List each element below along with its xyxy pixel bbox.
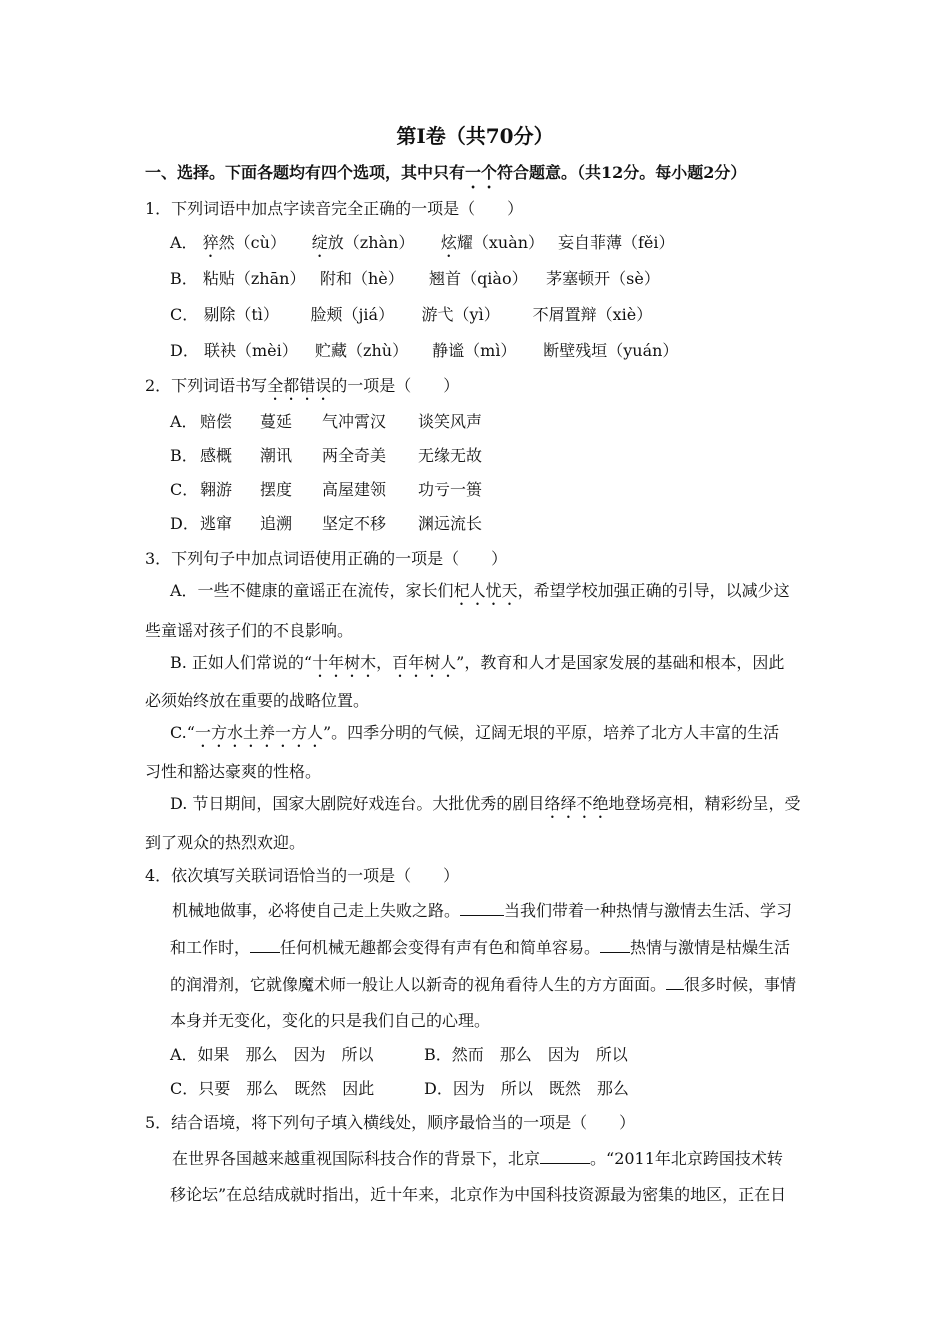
emphasized-text: 绽 [311, 233, 328, 252]
emphasized-text: 杞人忧天 [453, 581, 518, 600]
q1-option-d[interactable]: D． 联袂（mèi） 贮藏（zhù） 静谧（mì） 断壁残垣（yuán） [170, 341, 679, 360]
question-5-stem: 5．结合语境，将下列句子填入横线处，顺序最恰当的一项是（ ） [145, 1113, 636, 1132]
q4-passage-line1: 机械地做事，必将使自己走上失败之路。 当我们带着一种热情与激情去生活、学习 [172, 901, 793, 920]
q4-blank-4[interactable] [666, 973, 684, 990]
q2-option-c[interactable]: C． 翱游 摆度 高屋建领 功亏一篑 [170, 480, 483, 499]
q3-option-c-line2: 习性和豁达豪爽的性格。 [145, 762, 322, 781]
q4-passage-line2: 和工作时， 任何机械无趣都会变得有声有色和简单容易。 热情与激情是枯燥生活 [170, 938, 791, 957]
q4-option-b[interactable]: B．然而 那么 因为 所以 [424, 1045, 628, 1064]
q1-option-b[interactable]: B． 粘贴（zhān） 附和（hè） 翘首（qiào） 茅塞顿开（sè） [170, 269, 660, 288]
q1-option-c[interactable]: C． 剔除（tì） 脸颊（jiá） 游弋（yì） 不屑置辩（xiè） [170, 305, 653, 324]
emphasized-text: 十年树木，百年树人 [312, 653, 457, 672]
q2-option-d[interactable]: D．逃窜 追溯 坚定不移 渊远流长 [170, 514, 483, 533]
page-title: 第Ⅰ卷（共70分） [396, 124, 554, 148]
section-heading-dotted: 一个 [465, 163, 498, 182]
q4-blank-3[interactable] [600, 936, 630, 953]
q4-option-c[interactable]: C．只要 那么 既然 因此 [170, 1079, 375, 1098]
q3-option-d-line2: 到了观众的热烈欢迎。 [145, 833, 306, 852]
section-heading-post: 符合题意。（共12分。每小题2分） [497, 163, 747, 182]
question-4-stem: 4．依次填写关联词语恰当的一项是（ ） [145, 866, 460, 885]
q1-option-a[interactable]: A． 猝然（cù） 绽放（zhàn） 炫耀（xuàn） 妄自菲薄（fěi） [170, 233, 675, 252]
question-3-stem: 3．下列句子中加点词语使用正确的一项是（ ） [145, 549, 508, 568]
q4-blank-2[interactable] [250, 936, 280, 953]
emphasized-text: 全都 [267, 376, 300, 395]
emphasized-text: 错误 [299, 376, 332, 395]
emphasized-text: 炫 [440, 233, 457, 252]
section-heading [145, 162, 746, 192]
q2-option-b[interactable]: B． 感概 潮讯 两全奇美 无缘无故 [170, 446, 483, 465]
section-heading-pre: 一、选择。下面各题均有四个选项，其中只有 [145, 163, 466, 182]
q5-passage-line1: 在世界各国越来越重视国际科技合作的背景下，北京 。“2011年北京跨国技术转 [172, 1149, 783, 1168]
q4-option-a[interactable]: A．如果 那么 因为 所以 [170, 1045, 374, 1064]
q3-option-a-line2: 些童谣对孩子们的不良影响。 [145, 621, 354, 640]
q4-option-d[interactable]: D．因为 所以 既然 那么 [424, 1079, 629, 1098]
q5-passage-line2: 移论坛”在总结成就时指出，近十年来，北京作为中国科技资源最为密集的地区，正在日 [170, 1185, 787, 1204]
question-2-stem: 2．下列词语书写全都错误的一项是（ ） [145, 376, 460, 395]
emphasized-text: 一方水土养一方人 [194, 723, 323, 742]
q4-passage-line3: 的润滑剂，它就像魔术师一般让人以新奇的视角看待人生的方方面面。 很多时候，事情 [170, 975, 797, 994]
q3-option-b-line2: 必须始终放在重要的战略位置。 [145, 691, 370, 710]
q4-blank-1[interactable] [460, 899, 504, 916]
q4-passage-line4: 本身并无变化，变化的只是我们自己的心理。 [170, 1011, 491, 1030]
q3-option-d-line1[interactable]: D. 节日期间，国家大剧院好戏连台。大批优秀的剧目络绎不绝地登场亮相，精彩纷呈，受 [170, 794, 801, 813]
q3-option-c-line1[interactable]: C.“一方水土养一方人”。四季分明的气候，辽阔无垠的平原，培养了北方人丰富的生活 [170, 723, 780, 742]
q5-blank[interactable] [540, 1147, 590, 1164]
q3-option-a-line1[interactable]: A．一些不健康的童谣正在流传，家长们杞人忧天，希望学校加强正确的引导，以减少这 [170, 581, 790, 600]
question-1-stem: 1．下列词语中加点字读音完全正确的一项是（ ） [145, 199, 524, 218]
emphasized-text: 络绎不绝 [544, 794, 609, 813]
emphasized-text: 猝 [202, 233, 219, 252]
q3-option-b-line1[interactable]: B. 正如人们常说的“十年树木，百年树人”，教育和人才是国家发展的基础和根本，因此 [170, 653, 785, 672]
q2-option-a[interactable]: A． 赔偿 蔓延 气冲霄汉 谈笑风声 [170, 412, 483, 431]
